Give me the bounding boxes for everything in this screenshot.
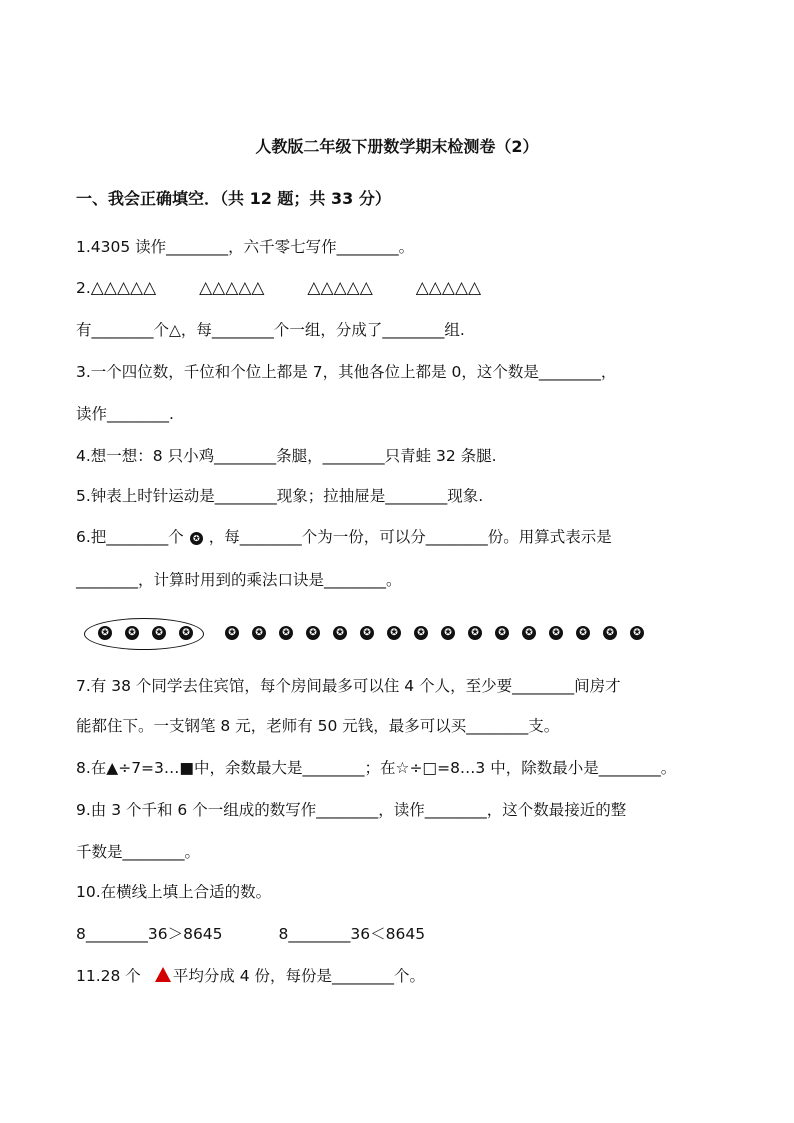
star-icon: ✪ <box>468 626 482 640</box>
triangle-group: △△△△△ <box>90 278 157 298</box>
red-triangle-icon <box>155 967 171 982</box>
star-icon: ✪ <box>125 626 139 640</box>
question-11 <box>76 966 425 986</box>
question-6-part-b: ，每________个为一份，可以分________份。用算式表示是 <box>208 528 612 546</box>
star-icon: ✪ <box>306 626 320 640</box>
star-icon: ✪ <box>98 626 112 640</box>
star-icon: ✪ <box>630 626 644 640</box>
star-icon: ✪ <box>576 626 590 640</box>
question-11-part-a: 11.28 个 <box>76 967 141 985</box>
star-icon: ✪ <box>387 626 401 640</box>
question-3-line1: 3.一个四位数，千位和个位上都是 7，其他各位上都是 0，这个数是________， <box>76 363 617 381</box>
question-10-a: 8________36＞8645 <box>76 925 223 943</box>
star-icon: ✪ <box>179 626 193 640</box>
star-icon: ✪ <box>603 626 617 640</box>
triangle-group: △△△△△ <box>307 278 373 298</box>
star-icon: ✪ <box>190 532 203 545</box>
star-icon: ✪ <box>252 626 266 640</box>
question-4: 4.想一想：8 只小鸡________条腿，________只青蛙 32 条腿. <box>76 447 497 465</box>
star-icon: ✪ <box>549 626 563 640</box>
question-10-line1: 10.在横线上填上合适的数。 <box>76 883 272 901</box>
question-9-line2: 千数是________。 <box>76 843 201 861</box>
question-10-b: 8________36＜8645 <box>278 925 426 943</box>
star-icon: ✪ <box>152 626 166 640</box>
question-6-line1 <box>76 527 612 547</box>
star-icon: ✪ <box>522 626 536 640</box>
triangle-group: △△△△△ <box>199 278 265 298</box>
question-2-triangles <box>76 278 481 298</box>
question-6-line2: ________，计算时用到的乘法口诀是________。 <box>76 571 402 589</box>
star-icon: ✪ <box>225 626 239 640</box>
question-2-text: 有________个△，每________个一组，分成了________组. <box>76 321 465 339</box>
star-icon: ✪ <box>441 626 455 640</box>
question-11-part-b: 平均分成 4 份，每份是________个。 <box>172 967 426 985</box>
question-6-part-a: 6.把________个 <box>76 528 184 546</box>
section-heading: 一、我会正确填空．（共 12 题；共 33 分） <box>76 189 391 208</box>
star-icon: ✪ <box>279 626 293 640</box>
question-7-line2: 能都住下。一支钢笔 8 元，老师有 50 元钱，最多可以买________支。 <box>76 717 560 735</box>
triangle-group: △△△△△ <box>415 278 482 298</box>
question-1: 1.4305 读作________，六千零七写作________。 <box>76 238 415 256</box>
question-10-line2 <box>76 924 425 944</box>
question-8: 8.在▲÷7=3…■中，余数最大是________；在☆÷□=8…3 中，除数最小是________。 <box>76 759 677 777</box>
star-icon: ✪ <box>333 626 347 640</box>
star-icon: ✪ <box>360 626 374 640</box>
question-7-line1: 7.有 38 个同学去住宾馆，每个房间最多可以住 4 个人，至少要________间房才 <box>76 677 621 695</box>
question-3-line2: 读作________. <box>76 405 174 423</box>
star-icon: ✪ <box>495 626 509 640</box>
star-illustration <box>84 618 664 650</box>
star-icon: ✪ <box>414 626 428 640</box>
page-title: 人教版二年级下册数学期末检测卷（2） <box>255 137 539 156</box>
question-5: 5.钟表上时针运动是________现象；拉抽屉是________现象. <box>76 487 484 505</box>
question-number: 2. <box>76 279 91 297</box>
question-9-line1: 9.由 3 个千和 6 个一组成的数写作________，读作________，这个数最接近的整 <box>76 801 627 819</box>
